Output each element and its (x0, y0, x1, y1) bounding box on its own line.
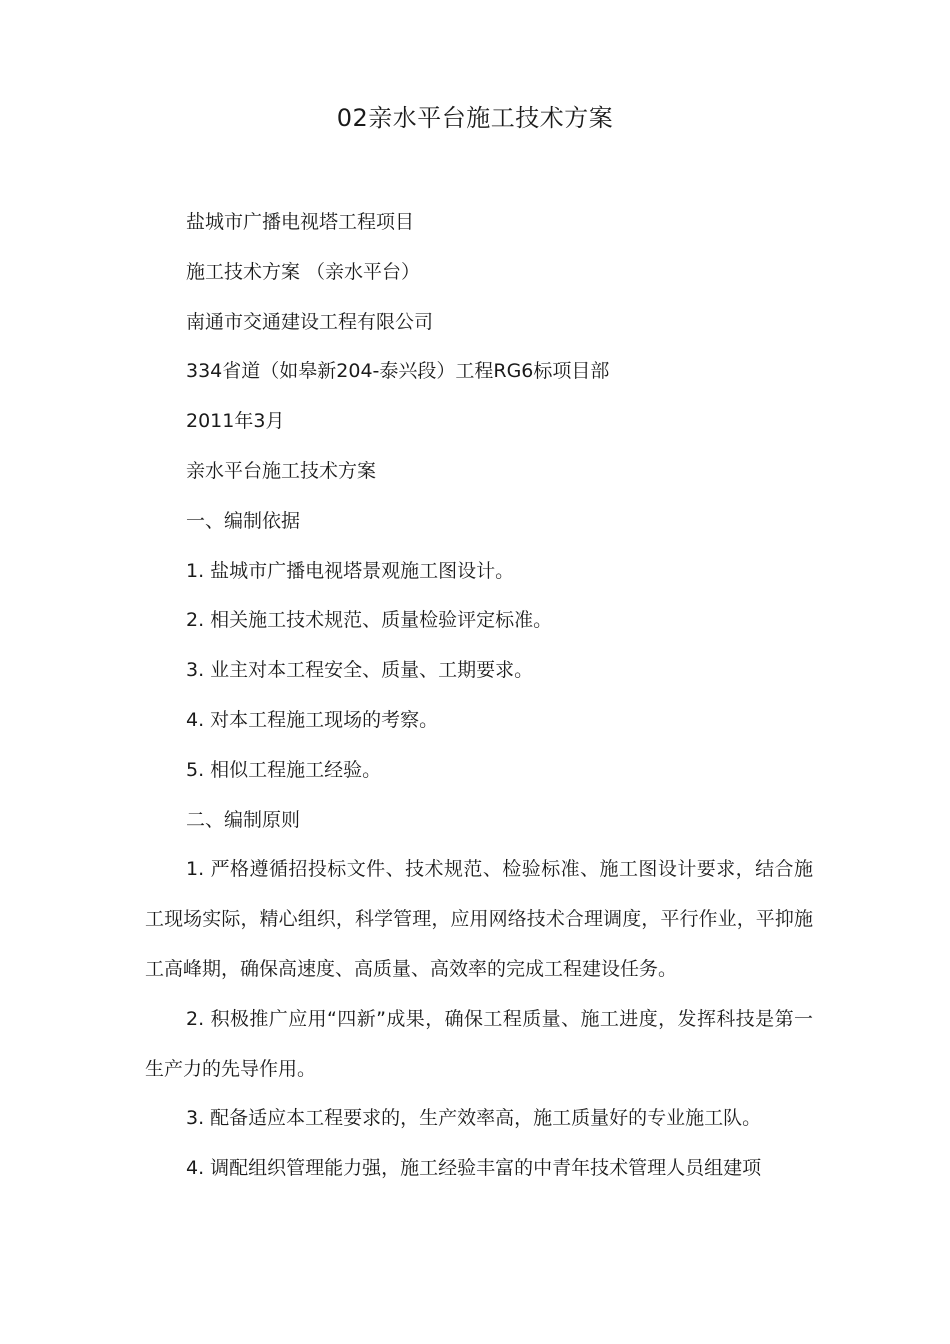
principle-item-4: 4. 调配组织管理能力强，施工经验丰富的中青年技术管理人员组建项 (186, 1157, 762, 1180)
principle-item-2: 2. 积极推广应用“四新”成果，确保工程质量、施工进度，发挥科技是第一生产力的先导作用。 (145, 1007, 813, 1080)
basis-item-2: 2. 相关施工技术规范、质量检验评定标准。 (186, 609, 553, 632)
paragraph-department: 334省道（如皋新204-泰兴段）工程RG6标项目部 (186, 360, 610, 383)
paragraph-company: 南通市交通建设工程有限公司 (186, 310, 434, 333)
principle-item-3: 3. 配备适应本工程要求的，生产效率高，施工质量好的专业施工队。 (186, 1107, 762, 1130)
principle-item-1: 1. 严格遵循招投标文件、技术规范、检验标准、施工图设计要求，结合施工现场实际，精心组织，科学管理，应用网络技术合理调度，平行作业，平抑施工高峰期，确保高速度、高质量、高效率的完成工程建设任务。 (145, 858, 813, 980)
paragraph-plan-name: 施工技术方案 （亲水平台） (186, 260, 421, 283)
basis-item-1: 1. 盐城市广播电视塔景观施工图设计。 (186, 559, 515, 582)
heading-principles: 二、编制原则 (186, 808, 301, 831)
document-title: 02亲水平台施工技术方案 (336, 104, 614, 132)
paragraph-date: 2011年3月 (186, 410, 285, 433)
paragraph-section-title: 亲水平台施工技术方案 (186, 459, 377, 482)
basis-item-4: 4. 对本工程施工现场的考察。 (186, 708, 439, 731)
document-body (145, 198, 813, 1194)
paragraph-project-name: 盐城市广播电视塔工程项目 (186, 211, 415, 233)
basis-item-3: 3. 业主对本工程安全、质量、工期要求。 (186, 659, 534, 682)
basis-item-5: 5. 相似工程施工经验。 (186, 758, 382, 781)
heading-basis: 一、编制依据 (186, 509, 301, 532)
